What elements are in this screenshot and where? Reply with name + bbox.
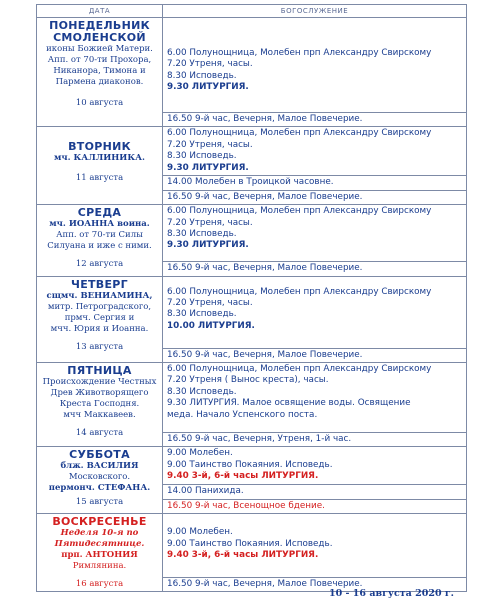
service-line: 9.30 ЛИТУРГИЯ. [167,240,249,251]
day-date: 11 августа [75,173,124,184]
service-block [163,433,467,447]
saint-line: Московского. [68,472,131,483]
day-saturday [37,447,163,514]
service-line: 9.00 Таинство Покаяния. Исповедь. [167,459,333,470]
weekday: ПЯТНИЦА [67,364,132,378]
service-block [163,190,467,204]
service-line: 14.00 Молебен в Троицкой часовне. [167,177,334,188]
service-block [163,127,467,176]
day-tuesday [37,127,163,205]
table-header [37,5,467,18]
day-date: 14 августа [75,428,124,439]
service-line: 6.00 Полунощница, Молебен прп Александру Свирскому [167,128,432,139]
service-block [163,176,467,190]
service-line: 6.00 Полунощница, Молебен прп Александру Свирскому [167,206,432,217]
service-block [163,276,467,348]
saint-line: Креста Господня. [59,399,140,410]
service-block [163,18,467,113]
service-line: 9.00 Молебен. [167,527,233,538]
saint-line: Римлянина. [72,561,127,572]
service-line: 9.00 Таинство Покаяния. Исповедь. [167,538,333,549]
saint-line: СМОЛЕНСКОЙ [53,31,146,44]
date-range-footer: 10 - 16 августа 2020 г. [329,588,454,599]
service-block [163,363,467,433]
saint-line: мчч. Юрия и Иоанна. [50,323,149,334]
schedule-table [36,4,467,592]
service-line: 8.30 Исповедь. [167,386,237,397]
service-block [163,499,467,513]
service-block [163,348,467,362]
service-line: 7.20 Утреня, часы. [167,139,253,150]
weekday: ЧЕТВЕРГ [71,277,128,291]
day-date: 15 августа [75,497,124,508]
schedule-sheet [36,4,467,592]
service-line: 16.50 9-й час, Вечерня, Малое Повечерие. [167,114,363,124]
service-line: 14.00 Панихида. [167,486,244,497]
service-line: 9.40 3-й, 6-й часы ЛИТУРГИЯ. [167,550,319,561]
service-block [163,514,467,577]
service-line: 8.30 Исповедь. [167,229,237,240]
service-line: 9.30 ЛИТУРГИЯ. Малое освящение воды. Освящение [167,398,411,409]
service-line: 6.00 Полунощница, Молебен прп Александру Свирскому [167,286,432,297]
service-line: меда. Начало Успенского поста. [167,409,318,420]
saint-line: Происхождение Честных [42,377,157,388]
day-date: 13 августа [75,341,124,352]
saint-line: прмч. Сергия и [64,312,135,323]
day-monday [37,18,163,127]
service-line: 6.00 Полунощница, Молебен прп Александру Свирскому [167,48,432,58]
saint-line: мч. ИОАННА воина. [49,219,150,230]
service-line: 9.30 ЛИТУРГИЯ. [167,162,249,173]
weekday: СУББОТА [69,448,130,462]
saint-line: сщмч. ВЕНИАМИНА, [46,290,153,301]
service-line: 7.20 Утреня, часы. [167,217,253,228]
service-line: 16.50 9-й час, Вечерня, Малое Повечерие. [167,578,363,589]
service-line: 8.30 Исповедь. [167,151,237,162]
day-date: 16 августа [75,579,124,590]
service-line: 16.50 9-й час, Вечерня, Малое Повечерие. [167,191,363,202]
saint-line: Пятидесятнице. [54,539,145,550]
service-block [163,262,467,276]
service-line: 7.20 Утреня, часы. [167,59,253,70]
weekday: СРЕДА [77,206,122,220]
saint-line: Апп. от 70-ти Прохора, [47,55,152,65]
saint-line: Древ Животворящего [50,388,149,399]
day-date: 12 августа [75,259,124,270]
saint-line: Силуана и иже с ними. [47,241,152,252]
service-block [163,485,467,499]
service-line: 9.30 ЛИТУРГИЯ. [167,82,249,93]
day-thursday [37,276,163,362]
saint-line: пермонч. СТЕФАНА. [48,483,151,494]
service-block [163,205,467,262]
weekday: ВОСКРЕСЕНЬЕ [52,515,147,529]
day-date: 10 августа [75,98,124,108]
day-friday [37,363,163,447]
saint-line: прп. АНТОНИЯ [61,550,138,561]
day-sunday [37,514,163,592]
service-line: 7.20 Утреня, часы. [167,298,253,309]
service-line: 16.50 9-й час, Вечерня, Малое Повечерие. [167,263,363,274]
saint-line: Никанора, Тимона и [53,66,146,76]
saint-line: блж. ВАСИЛИЯ [60,461,139,472]
header-date: ДАТА [37,5,163,18]
saint-line: мч. КАЛЛИНИКА. [54,153,145,164]
saint-line: Неделя 10-я по [60,528,139,539]
service-line: 9.40 3-й, 6-й часы ЛИТУРГИЯ. [167,471,319,482]
service-line: 16.50 9-й час, Всенощное бдение. [167,500,325,511]
service-block [163,447,467,485]
service-line: 9.00 Молебен. [167,448,233,459]
service-line: 16.50 9-й час, Вечерня, Утреня, 1-й час. [167,434,352,445]
service-line: 8.30 Исповедь. [167,70,237,81]
service-line: 6.00 Полунощница, Молебен прп Александру Свирскому [167,364,432,375]
weekday: ПОНЕДЕЛЬНИК [49,19,150,32]
service-line: 7.20 Утреня ( Вынос креста), часы. [167,375,329,386]
weekday: ВТОРНИК [68,140,131,154]
service-block [163,113,467,127]
header-service: БОГОСЛУЖЕНИЕ [163,5,467,18]
saint-line: мчч Маккавеев. [63,410,136,421]
day-wednesday [37,205,163,276]
service-line: 8.30 Исповедь. [167,309,237,320]
saint-line: Апп. от 70-ти Силы [56,230,143,241]
service-line: 16.50 9-й час, Вечерня, Малое Повечерие. [167,349,363,360]
saint-line: митр. Петроградского, [47,301,152,312]
saint-line: Пармена диаконов. [55,77,144,87]
service-line: 10.00 ЛИТУРГИЯ. [167,320,255,331]
saint-line: иконы Божией Матери. [46,44,153,54]
